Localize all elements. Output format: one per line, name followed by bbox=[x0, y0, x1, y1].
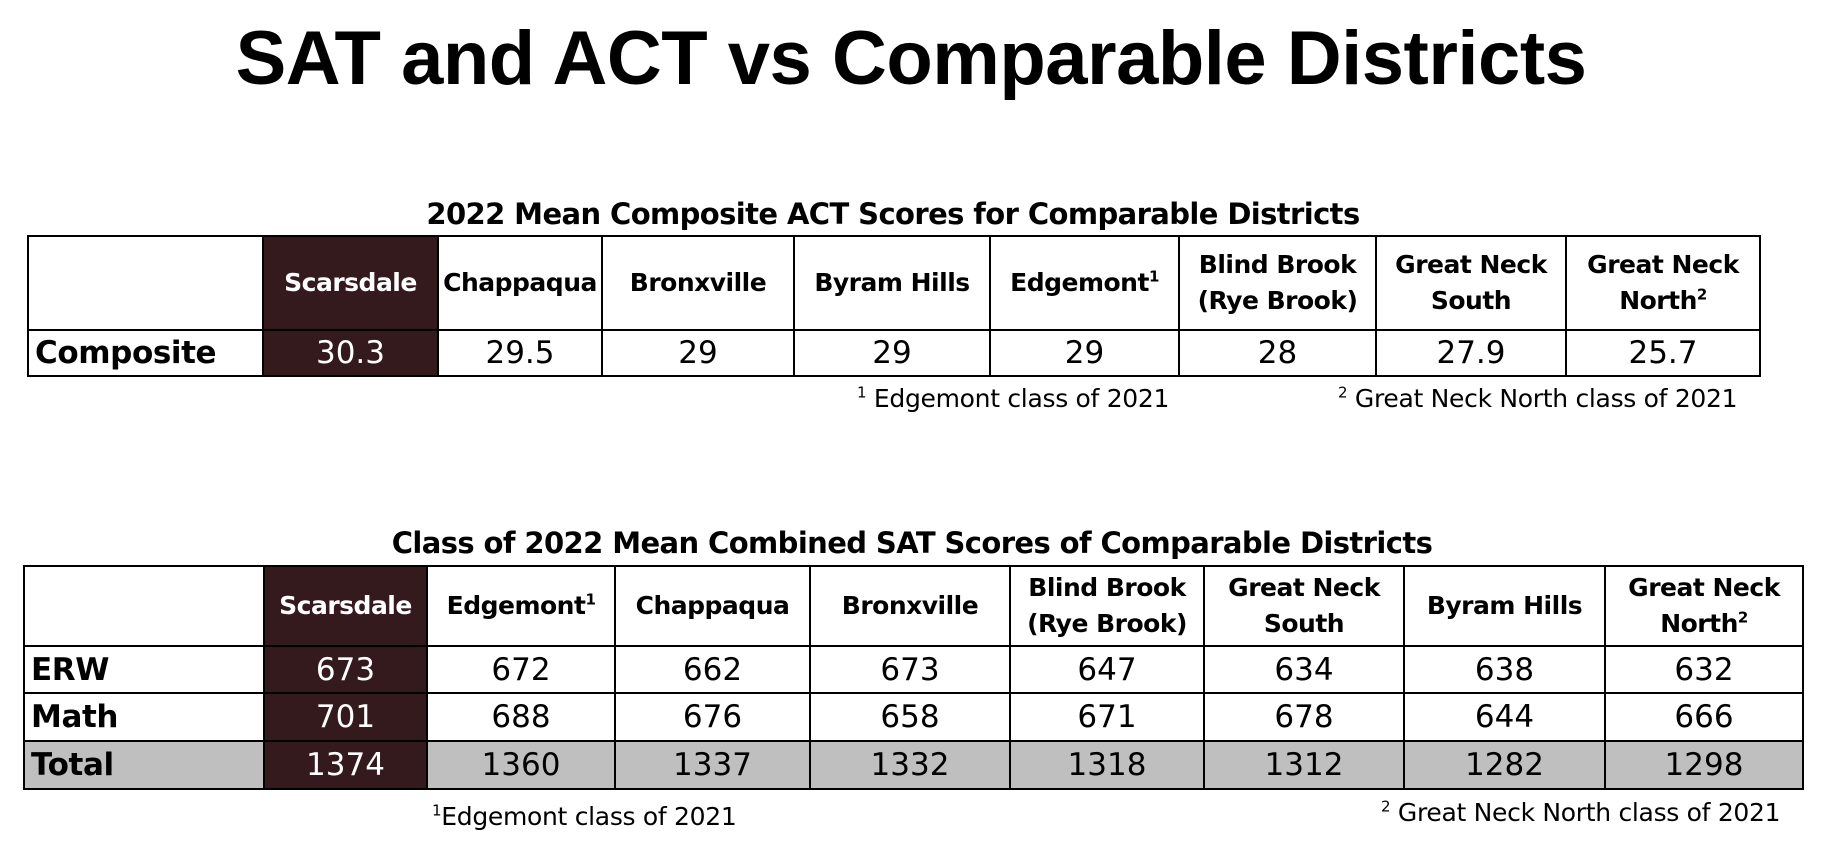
act-scores-table bbox=[27, 235, 1761, 377]
act-col-footnote-mark: 1 bbox=[1148, 267, 1159, 286]
act-col-name: Bronxville bbox=[629, 268, 767, 297]
act-col-name: Blind Brook bbox=[1198, 250, 1357, 279]
act-col-name: Scarsdale bbox=[284, 268, 417, 297]
sat-scores-table bbox=[23, 565, 1804, 790]
sat-col-name: Great Neck bbox=[1628, 573, 1780, 602]
table-cell: 29 bbox=[794, 330, 990, 376]
footnote-mark: 2 bbox=[1381, 797, 1391, 816]
act-col-name: Great Neck bbox=[1587, 250, 1739, 279]
sat-header-byram-hills bbox=[1404, 566, 1605, 646]
sat-header-chappaqua bbox=[615, 566, 810, 646]
act-table-caption: 2022 Mean Composite ACT Scores for Comparable Districts bbox=[426, 197, 1360, 231]
sat-col-footnote-mark: 2 bbox=[1737, 608, 1748, 627]
table-row bbox=[24, 693, 1803, 741]
table-cell: 673 bbox=[264, 646, 427, 693]
table-row bbox=[28, 330, 1760, 376]
sat-header-row bbox=[24, 566, 1803, 646]
table-cell: 28 bbox=[1179, 330, 1376, 376]
sat-col-footnote-mark: 1 bbox=[585, 590, 596, 609]
table-cell: 25.7 bbox=[1566, 330, 1760, 376]
table-cell: 666 bbox=[1605, 693, 1803, 741]
act-col-name: Byram Hills bbox=[814, 268, 970, 297]
table-cell: 701 bbox=[264, 693, 427, 741]
sat-col-name-line2: South bbox=[1263, 609, 1345, 638]
table-cell: 1332 bbox=[810, 741, 1010, 789]
act-header-chappaqua bbox=[438, 236, 602, 330]
act-col-name: Chappaqua bbox=[443, 268, 597, 297]
sat-col-name-line2: (Rye Brook) bbox=[1027, 609, 1187, 638]
row-label: Total bbox=[24, 741, 264, 789]
table-cell: 1337 bbox=[615, 741, 810, 789]
table-cell: 673 bbox=[810, 646, 1010, 693]
sat-col-name: Scarsdale bbox=[279, 591, 412, 620]
sat-table-caption: Class of 2022 Mean Combined SAT Scores of Comparable Districts bbox=[391, 526, 1433, 560]
table-cell: 644 bbox=[1404, 693, 1605, 741]
sat-header-great-neck-south bbox=[1204, 566, 1404, 646]
act-header-bronxville bbox=[602, 236, 794, 330]
sat-header-edgemont bbox=[427, 566, 615, 646]
table-cell: 1312 bbox=[1204, 741, 1404, 789]
sat-header-corner bbox=[24, 566, 264, 646]
table-row-total bbox=[24, 741, 1803, 789]
page-title: SAT and ACT vs Comparable Districts bbox=[235, 16, 1587, 101]
table-cell: 658 bbox=[810, 693, 1010, 741]
footnote-mark: 1 bbox=[432, 801, 442, 820]
table-cell: 672 bbox=[427, 646, 615, 693]
footnote-text: Edgemont class of 2021 bbox=[866, 384, 1170, 413]
act-col-name-line2: (Rye Brook) bbox=[1197, 286, 1358, 315]
sat-footnote-2 bbox=[1381, 797, 1780, 829]
row-label: Math bbox=[24, 693, 264, 741]
act-header-blind-brook bbox=[1179, 236, 1376, 330]
sat-col-name: Byram Hills bbox=[1426, 591, 1583, 620]
sat-col-name-line2: North bbox=[1660, 609, 1738, 638]
table-row bbox=[24, 646, 1803, 693]
sat-header-scarsdale bbox=[264, 566, 427, 646]
act-col-name: Great Neck bbox=[1395, 250, 1547, 279]
footnote-text: Great Neck North class of 2021 bbox=[1347, 384, 1738, 413]
act-header-scarsdale bbox=[263, 236, 438, 330]
footnote-mark: 1 bbox=[857, 383, 867, 402]
table-cell: 634 bbox=[1204, 646, 1404, 693]
table-cell: 30.3 bbox=[263, 330, 438, 376]
act-footnote-2 bbox=[1338, 383, 1737, 415]
sat-col-name: Edgemont bbox=[446, 591, 586, 620]
sat-col-name: Chappaqua bbox=[635, 591, 790, 620]
table-cell: 647 bbox=[1010, 646, 1204, 693]
act-col-name-line2: South bbox=[1430, 286, 1512, 315]
sat-col-name: Bronxville bbox=[841, 591, 979, 620]
table-cell: 29 bbox=[602, 330, 794, 376]
table-cell: 29 bbox=[990, 330, 1179, 376]
table-cell: 1298 bbox=[1605, 741, 1803, 789]
sat-col-name: Great Neck bbox=[1228, 573, 1380, 602]
footnote-text: Great Neck North class of 2021 bbox=[1390, 798, 1781, 827]
act-header-byram-hills bbox=[794, 236, 990, 330]
sat-footnote-1 bbox=[432, 801, 736, 833]
table-cell: 662 bbox=[615, 646, 810, 693]
table-cell: 688 bbox=[427, 693, 615, 741]
table-cell: 29.5 bbox=[438, 330, 602, 376]
sat-col-name: Blind Brook bbox=[1028, 573, 1186, 602]
sat-header-great-neck-north bbox=[1605, 566, 1803, 646]
table-cell: 671 bbox=[1010, 693, 1204, 741]
act-col-name-line2: North bbox=[1619, 286, 1697, 315]
table-cell: 1360 bbox=[427, 741, 615, 789]
table-cell: 27.9 bbox=[1376, 330, 1566, 376]
table-cell: 676 bbox=[615, 693, 810, 741]
table-cell: 632 bbox=[1605, 646, 1803, 693]
table-cell: 1282 bbox=[1404, 741, 1605, 789]
act-header-great-neck-north bbox=[1566, 236, 1760, 330]
table-cell: 638 bbox=[1404, 646, 1605, 693]
footnote-mark: 2 bbox=[1338, 383, 1348, 402]
act-footnote-1 bbox=[857, 383, 1169, 415]
table-cell: 1318 bbox=[1010, 741, 1204, 789]
act-col-name: Edgemont bbox=[1010, 268, 1149, 297]
act-header-edgemont bbox=[990, 236, 1179, 330]
sat-header-blind-brook bbox=[1010, 566, 1204, 646]
table-cell: 1374 bbox=[264, 741, 427, 789]
table-cell: 678 bbox=[1204, 693, 1404, 741]
row-label: ERW bbox=[24, 646, 264, 693]
act-header-corner bbox=[28, 236, 263, 330]
sat-header-bronxville bbox=[810, 566, 1010, 646]
act-col-footnote-mark: 2 bbox=[1696, 285, 1707, 304]
act-header-row bbox=[28, 236, 1760, 330]
footnote-text: Edgemont class of 2021 bbox=[441, 802, 737, 831]
row-label: Composite bbox=[28, 330, 263, 376]
act-header-great-neck-south bbox=[1376, 236, 1566, 330]
